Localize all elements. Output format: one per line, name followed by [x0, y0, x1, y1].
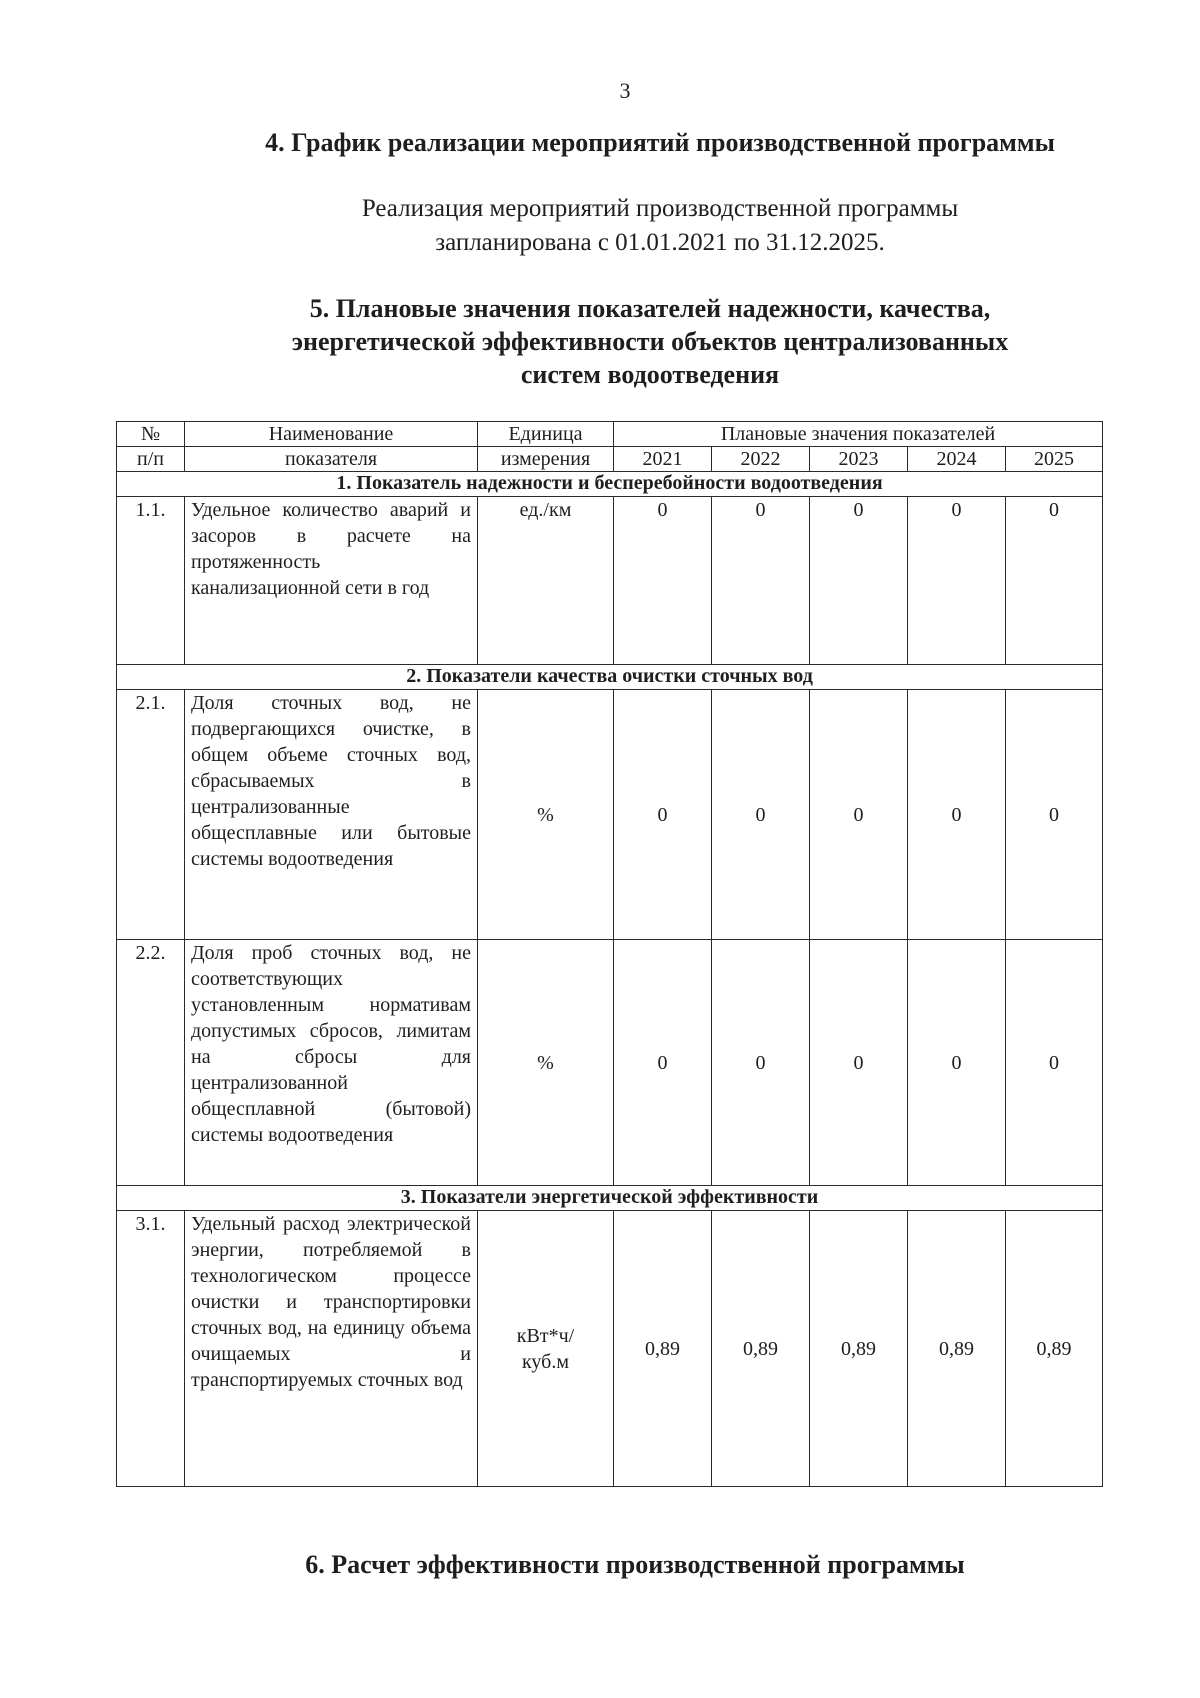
row-value: 0,89 — [908, 1211, 1006, 1487]
section5-title-line1: 5. Плановые значения показателей надежности, качества, — [309, 294, 991, 323]
header-name: Наименование — [185, 422, 478, 447]
row-num: 3.1. — [117, 1211, 185, 1487]
row-name: Доля сточных вод, не подвергающихся очистке, в общем объеме сточных вод, сбрасываемых в централизованные общесплавные или бытовые системы водоотведения — [185, 690, 478, 940]
section5-title-line2: энергетической эффективности объектов централизованных — [291, 327, 1009, 356]
row-unit-line1: кВт*ч/ — [516, 1324, 575, 1347]
table-header-row-2 — [117, 447, 1103, 472]
section5-title — [220, 292, 1080, 391]
group-title-row — [117, 472, 1103, 497]
row-value: 0 — [1006, 690, 1103, 940]
group-title-row — [117, 665, 1103, 690]
row-unit: % — [478, 940, 614, 1186]
table-row — [117, 497, 1103, 665]
indicators-table — [116, 421, 1103, 1487]
group-title-row — [117, 1186, 1103, 1211]
section4-text-line2: запланирована с 01.01.2021 по 31.12.2025. — [435, 229, 885, 256]
row-value: 0 — [1006, 497, 1103, 665]
row-value: 0 — [1006, 940, 1103, 1186]
section4-text — [0, 192, 1200, 260]
header-unit-2: измерения — [478, 447, 614, 472]
row-value: 0 — [712, 497, 810, 665]
row-num: 2.1. — [117, 690, 185, 940]
section4-text-line1: Реализация мероприятий производственной программы — [361, 195, 959, 222]
header-year: 2021 — [614, 447, 712, 472]
row-num: 1.1. — [117, 497, 185, 665]
header-num: № — [117, 422, 185, 447]
row-value: 0 — [810, 497, 908, 665]
row-value: 0 — [810, 690, 908, 940]
row-value: 0,89 — [614, 1211, 712, 1487]
row-value: 0 — [712, 940, 810, 1186]
table-row — [117, 690, 1103, 940]
section4-title: 4. График реализации мероприятий производственной программы — [265, 128, 1055, 157]
page-number: 3 — [619, 78, 631, 103]
row-value: 0,89 — [712, 1211, 810, 1487]
row-value: 0 — [614, 690, 712, 940]
header-year: 2024 — [908, 447, 1006, 472]
header-year: 2023 — [810, 447, 908, 472]
group-title: 3. Показатели энергетической эффективности — [117, 1186, 1103, 1211]
row-value: 0,89 — [810, 1211, 908, 1487]
row-value: 0 — [908, 940, 1006, 1186]
row-name: Доля проб сточных вод, не соответствующих установленным нормативам допустимых сбросов, лимитам на сбросы для централизованной общесплавной (бытовой) системы водоотведения — [185, 940, 478, 1186]
row-value: 0 — [810, 940, 908, 1186]
row-name: Удельное количество аварий и засоров в расчете на протяженность канализационной сети в год — [185, 497, 478, 665]
row-unit: ед./км — [478, 497, 614, 665]
row-value: 0 — [908, 497, 1006, 665]
row-unit-line2: куб.м — [521, 1350, 569, 1373]
row-value: 0,89 — [1006, 1211, 1103, 1487]
group-title: 2. Показатели качества очистки сточных вод — [117, 665, 1103, 690]
row-num: 2.2. — [117, 940, 185, 1186]
row-unit: % — [478, 690, 614, 940]
header-unit: Единица — [478, 422, 614, 447]
header-year: 2025 — [1006, 447, 1103, 472]
row-value: 0 — [908, 690, 1006, 940]
group-title: 1. Показатель надежности и бесперебойности водоотведения — [117, 472, 1103, 497]
table-row — [117, 1211, 1103, 1487]
row-value: 0 — [614, 940, 712, 1186]
table-header-row-1 — [117, 422, 1103, 447]
row-value: 0 — [614, 497, 712, 665]
section5-title-line3: систем водоотведения — [520, 360, 780, 389]
section6-title: 6. Расчет эффективности производственной программы — [305, 1550, 965, 1579]
header-num-2: п/п — [117, 447, 185, 472]
table-row — [117, 940, 1103, 1186]
row-value: 0 — [712, 690, 810, 940]
row-unit — [478, 1211, 614, 1487]
header-plan: Плановые значения показателей — [614, 422, 1103, 447]
header-name-2: показателя — [185, 447, 478, 472]
row-name: Удельный расход электрической энергии, потребляемой в технологическом процессе очистки и транспортировки сточных вод, на единицу объема очищаемых и транспортируемых сточных вод — [185, 1211, 478, 1487]
header-year: 2022 — [712, 447, 810, 472]
